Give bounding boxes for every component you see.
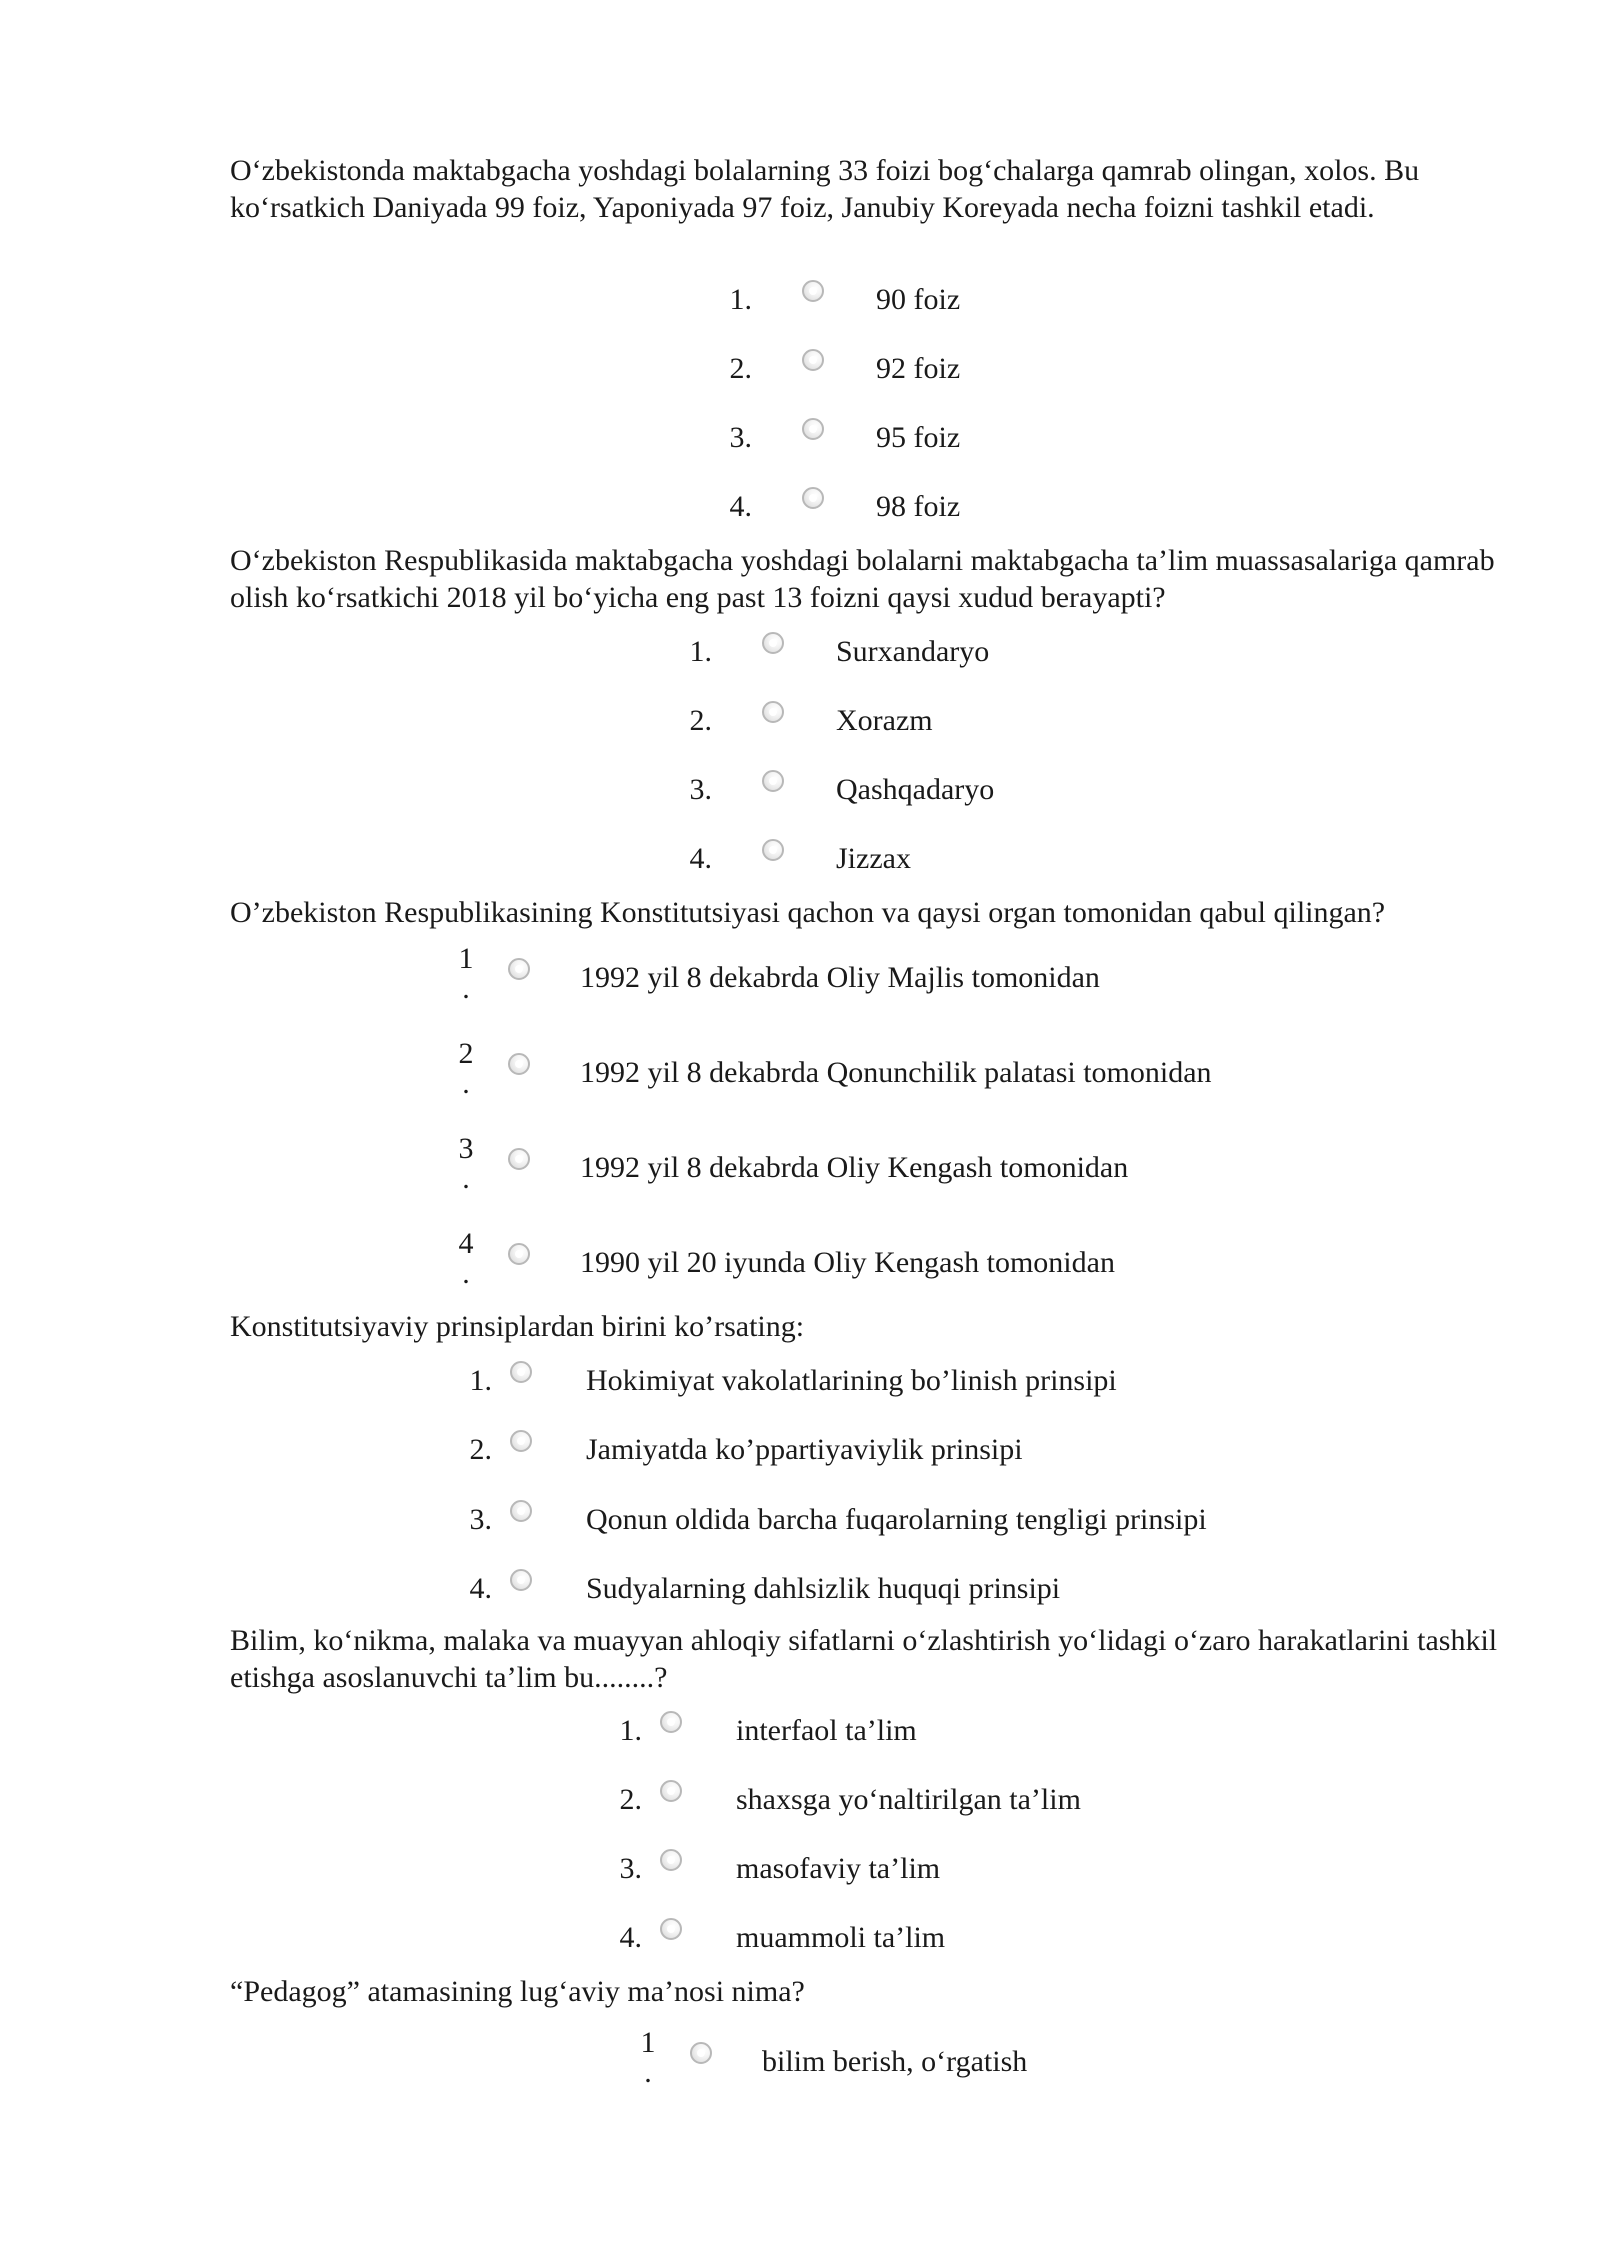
option-label: Sudyalarning dahlsizlik huquqi prinsipi xyxy=(586,1572,1061,1605)
radio-button-icon[interactable] xyxy=(660,1711,682,1733)
radio-button-icon[interactable] xyxy=(660,1780,682,1802)
option-label: Qonun oldida barcha fuqarolarning tengligi prinsipi xyxy=(586,1503,1207,1536)
option-label: 98 foiz xyxy=(876,490,961,523)
option-number: 1. xyxy=(689,635,712,668)
radio-button-icon[interactable] xyxy=(762,701,784,723)
option-number: 4. xyxy=(729,490,752,523)
radio-button-icon[interactable] xyxy=(510,1361,532,1383)
option-label: muammoli ta’lim xyxy=(736,1921,946,1954)
radio-button-icon[interactable] xyxy=(762,632,784,654)
option-number: 2. xyxy=(469,1433,492,1466)
option-label: Jamiyatda ko’ppartiyaviylik prinsipi xyxy=(586,1433,1023,1466)
radio-button-icon[interactable] xyxy=(510,1500,532,1522)
option-number: 3. xyxy=(729,421,752,454)
option-label: Hokimiyat vakolatlarining bo’linish prinsipi xyxy=(586,1364,1117,1397)
option-label: masofaviy ta’lim xyxy=(736,1852,941,1885)
option-number: 3. xyxy=(689,773,712,806)
option-label: 90 foiz xyxy=(876,283,961,316)
option-number: 2 . xyxy=(458,1037,474,1100)
option-number: 4 . xyxy=(458,1227,474,1290)
question-6-text: “Pedagog” atamasining lug‘aviy ma’nosi nima? xyxy=(230,1975,805,2008)
radio-button-icon[interactable] xyxy=(762,839,784,861)
question-4-text: Konstitutsiyaviy prinsiplardan birini ko’rsating: xyxy=(230,1310,805,1343)
radio-button-icon[interactable] xyxy=(510,1569,532,1591)
option-number: 3 . xyxy=(458,1132,474,1195)
option-label: shaxsga yo‘naltirilgan ta’lim xyxy=(736,1783,1081,1816)
option-number: 1 . xyxy=(458,942,474,1005)
question-1-text: O‘zbekistonda maktabgacha yoshdagi bolalarning 33 foizi bog‘chalarga qamrab olingan, xolos. Bu ko‘rsatkich Daniyada 99 foiz, Yaponiyada 97 foiz, Janubiy Koreyada necha foizni tashkil etadi. xyxy=(230,154,1420,224)
option-label: interfaol ta’lim xyxy=(736,1714,917,1747)
radio-button-icon[interactable] xyxy=(508,1148,530,1170)
option-label: 1990 yil 20 iyunda Oliy Kengash tomonidan xyxy=(580,1246,1115,1279)
option-label: Qashqadaryo xyxy=(836,773,995,806)
option-number: 1. xyxy=(469,1364,492,1397)
radio-button-icon[interactable] xyxy=(510,1430,532,1452)
option-number: 1. xyxy=(619,1714,642,1747)
option-label: 1992 yil 8 dekabrda Oliy Majlis tomonidan xyxy=(580,961,1100,994)
question-5-text: Bilim, ko‘nikma, malaka va muayyan ahloqiy sifatlarni o‘zlashtirish yo‘lidagi o‘zaro harakatlarini tashkil etishga asoslanuvchi ta’lim bu........? xyxy=(230,1624,1498,1694)
radio-button-icon[interactable] xyxy=(660,1918,682,1940)
option-number: 1 . xyxy=(640,2026,656,2089)
radio-button-icon[interactable] xyxy=(508,1053,530,1075)
option-number: 4. xyxy=(469,1572,492,1605)
question-2-text: O‘zbekiston Respublikasida maktabgacha yoshdagi bolalarni maktabgacha ta’lim muassasalariga qamrab olish ko‘rsatkichi 2018 yil bo‘yicha eng past 13 foizni qaysi xudud berayapti? xyxy=(230,544,1495,614)
option-label: 1992 yil 8 dekabrda Qonunchilik palatasi tomonidan xyxy=(580,1056,1212,1089)
radio-button-icon[interactable] xyxy=(802,418,824,440)
option-number: 3. xyxy=(619,1852,642,1885)
question-3-text: O’zbekiston Respublikasining Konstitutsiyasi qachon va qaysi organ tomonidan qabul qilingan? xyxy=(230,896,1386,929)
radio-button-icon[interactable] xyxy=(690,2042,712,2064)
option-label: Surxandaryo xyxy=(836,635,990,668)
option-label: 95 foiz xyxy=(876,421,961,454)
option-label: bilim berish, o‘rgatish xyxy=(762,2045,1028,2078)
option-number: 1. xyxy=(729,283,752,316)
option-label: Jizzax xyxy=(836,842,911,875)
radio-button-icon[interactable] xyxy=(508,1243,530,1265)
radio-button-icon[interactable] xyxy=(762,770,784,792)
option-label: 92 foiz xyxy=(876,352,961,385)
option-number: 2. xyxy=(619,1783,642,1816)
radio-button-icon[interactable] xyxy=(802,280,824,302)
radio-button-icon[interactable] xyxy=(802,487,824,509)
radio-button-icon[interactable] xyxy=(508,958,530,980)
option-number: 3. xyxy=(469,1503,492,1536)
option-number: 4. xyxy=(619,1921,642,1954)
option-number: 2. xyxy=(729,352,752,385)
option-number: 4. xyxy=(689,842,712,875)
radio-button-icon[interactable] xyxy=(802,349,824,371)
option-label: Xorazm xyxy=(836,704,933,737)
option-label: 1992 yil 8 dekabrda Oliy Kengash tomonidan xyxy=(580,1151,1129,1184)
option-number: 2. xyxy=(689,704,712,737)
radio-button-icon[interactable] xyxy=(660,1849,682,1871)
